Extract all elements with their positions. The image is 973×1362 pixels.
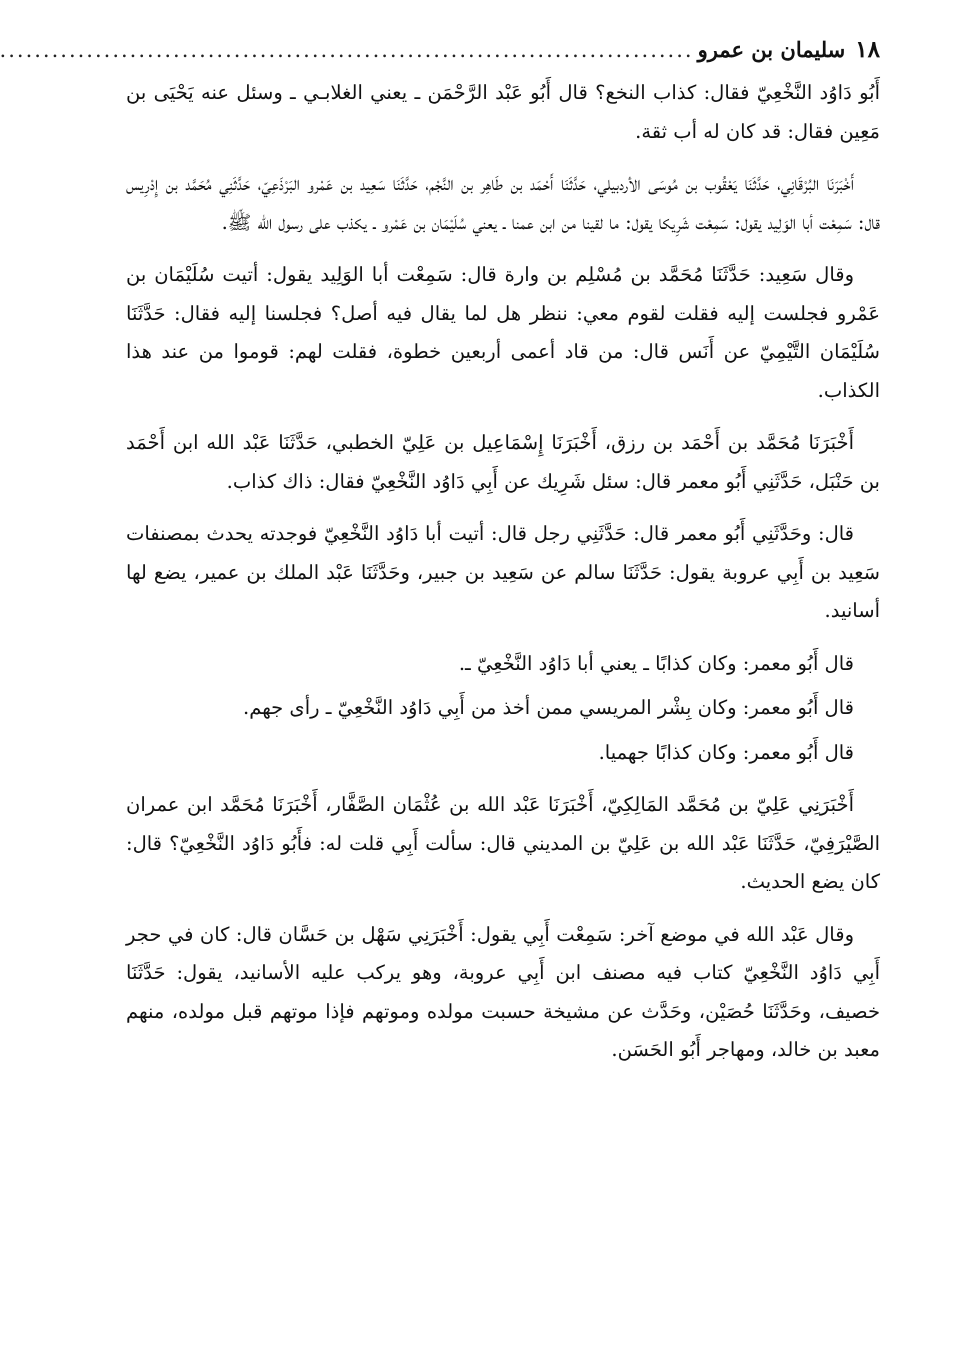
running-title: سليمان بن عمرو [697, 37, 846, 62]
paragraph-1: أَبُو دَاوُد النَّخْعِيّ فقال: كذاب النخع؟ قال أَبُو عَبْد الرَّحْمَن ـ يعني الغلابـي ـ وسئل عنه يَحْيَى بن مَعِين فقال: قد كان له أب ثقة. [126, 81, 880, 143]
page-number: ١٨ [855, 36, 880, 63]
running-header [0, 28, 880, 72]
body-text [126, 74, 880, 1070]
paragraph-9: أَخْبَرَنِي عَلِيّ بن مُحَمَّد المَالِكِيّ، أَخْبَرَنَا عَبْد الله بن عُثْمَان الصَّفَّار، أَخْبَرَنَا مُحَمَّد ابن عمران الصَّيْرَفِيّ، حَدَّثَنَا عَبْد الله بن عَلِيّ بن المديني قال: سألت أَبِي قلت له: فأَبُو دَاوُد النَّخْعِيّ؟ قال: كان يضع الحديث. [126, 793, 880, 893]
book-page [0, 28, 880, 1084]
paragraph-7: قال أَبُو معمر: وكان بِشْر المريسي ممن أخذ من أَبِي دَاوُد النَّخْعِيّ ـ رأى جهم. [243, 696, 854, 719]
paragraph-3: وقال سَعِيد: حَدَّثَنَا مُحَمَّد بن مُسْلِم بن وارة قال: سَمِعْت أبا الوَلِيد يقول: أتيت سُلَيْمَان بن عَمْرو فجلست إليه فقلت لقوم معي: ننظر هل لما يقال فيه أصل؟ فجلسنا إليه فقال: حَدَّثَنَا سُلَيْمَان التَّيْمِيّ عن أَنَس قال: من قاد أعمى أربعين خطوة، فقلت لهم: قوموا من عند هذا الكذاب. [126, 263, 880, 402]
paragraph-5: قال: وحَدَّثَنِي أَبُو معمر قال: حَدَّثَنِي رجل قال: أتيت أبا دَاوُد النَّخْعِيّ فوجدته يحدث بمصنفات سَعِيد بن أَبِي عروبة يقول: حَدَّثَنَا سالم عن سَعِيد بن جبير، وحَدَّثَنَا عَبْد الملك بن عمير، يضع لها أسانيد. [126, 522, 880, 622]
header-dot-leader: ................................................................................ [0, 38, 694, 62]
paragraph-8: قال أَبُو معمر: وكان كذابًا جهميا. [598, 740, 854, 764]
paragraph-2: أَخْبَرَنَا البُرْقَانِي، حَدَّثَنَا يَعْقُوب بن مُوسَى الأردبيلي، حَدَّثَنَا أَحْمَد بن طَاهِر بن النَّجْم، حَدَّثَنَا سَعِيد بن عَمْرو البَرْذَعِيّ، حَدَّثَنِي مُحَمَّد بن إِدْرِيس قال: سَمِعْت أبا الوَلِيد يقول: سَمِعْت شَرِيكا يقول: ما لقينا من ابن عمنا ـ يعني سُلَيْمَان بن عَمْرو ـ يكذب على رسول الله ﷺ. [126, 172, 880, 234]
paragraph-4: أَخْبَرَنَا مُحَمَّد بن أَحْمَد بن رزق، أَخْبَرَنَا إِسْمَاعِيل بن عَلِيّ الخطبي، حَدَّثَنَا عَبْد الله ابن أَحْمَد بن حَنْبَل، حَدَّثَنِي أَبُو معمر قال: سئل شَرِيك عن أَبِي دَاوُد النَّخْعِيّ فقال: ذاك كذاب. [126, 431, 880, 493]
paragraph-10: وقال عَبْد الله في موضع آخر: سَمِعْت أَبِي يقول: أَخْبَرَنِي سَهْل بن حَسَّان قال: كان في حجر أَبِي دَاوُد النَّخْعِيّ كتاب فيه مصنف ابن أَبِي عروبة، وهو يركب عليه الأسانيد، يقول: حَدَّثَنَا خصيف، وحَدَّثَنَا حُصَيْن، وحَدَّث عن مشيخة حسبت مولده وموتهم فإذا موتهم قبل مولده، منهم معبد بن خالد، ومهاجر أَبُو الحَسَن. [126, 922, 880, 1061]
paragraph-6: قال أَبُو معمر: وكان كذابًا ـ يعني أبا دَاوُد النَّخْعِيّ ـ. [458, 651, 854, 675]
